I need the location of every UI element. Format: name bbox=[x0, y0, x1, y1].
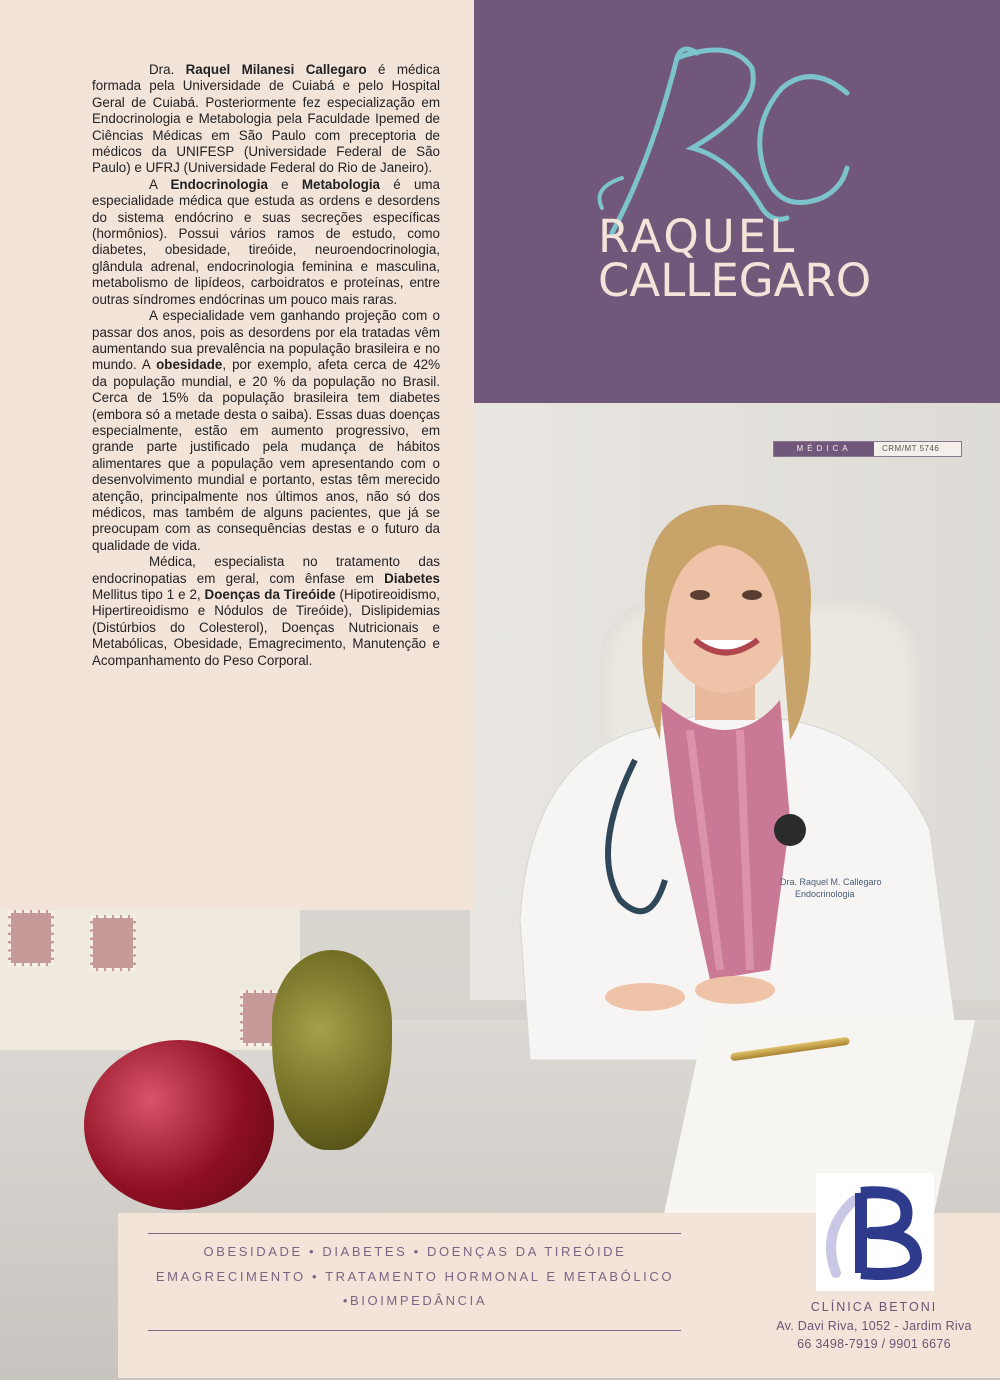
paragraph-intro: Dra. Raquel Milanesi Callegaro é médica formada pela Universidade de Cuiabá e pelo Hospital Geral de Cuiabá. Posteriormente fez especialização em Endocrinologia e Metabologia pela Faculdade Ipemed de Ciências Médicas em São Paulo com preceptoria de médicos da UNIFESP (Universidade Federal de São Paulo) e UFRJ (Universidade Federal do Rio de Janeiro). bbox=[92, 62, 440, 176]
clinic-betoni-logo bbox=[816, 1173, 934, 1291]
specialty-line-2: EMAGRECIMENTO • TRATAMENTO HORMONAL E METABÓLICO bbox=[155, 1269, 675, 1284]
footer-panel bbox=[118, 1213, 1000, 1378]
postage-stamp bbox=[8, 910, 54, 966]
decorative-apple bbox=[84, 1040, 274, 1210]
clinic-phone: 66 3498-7919 / 9901 6676 bbox=[797, 1337, 951, 1351]
brand-first-name: RAQUEL bbox=[598, 210, 798, 263]
divider-bottom bbox=[148, 1330, 681, 1331]
paragraph-specialty: A Endocrinologia e Metabologia é uma especialidade médica que estuda as ordens e desordens do sistema endócrino e suas secreções específicas (hormônios). Possui vários ramos de estudo, como diabetes, obesidade, tireóide, neuroendocrinologia, glândula adrenal, endocrinologia feminina e masculina, metabolismo de lipídeos, carboidratos e proteínas, entre outras síndromes endócrinas um pouco mais raras. bbox=[92, 176, 440, 307]
divider-top bbox=[148, 1233, 681, 1234]
rc-monogram-logo bbox=[582, 38, 882, 238]
stamp-box bbox=[0, 900, 300, 1050]
brand-name bbox=[598, 210, 872, 307]
paragraph-prevalence: A especialidade vem ganhando projeção com o passar dos anos, pois as desordens por ela tratadas vêm aumentando sua prevalência na população brasileira e no mundo. A obesidade, por exemplo, afeta cerca de 42% da população mundial, e 20 % da população no Brasil. Cerca de 15% da população brasileira tem diabetes (embora só a metade desta o saiba). Essas duas doenças especialmente, estão em aumento progressivo, em grande parte justificado pela mudança de hábitos alimentares que a população vem apresentando com o desenvolvimento mundial e portanto, estas têm merecido atenção, principalmente nos últimos anos, não só dos médicos, mas também de alguns pacientes, que já se preocupam com as consequências destas e o futuro da qualidade de vida. bbox=[92, 308, 440, 553]
specialty-line-3: •BIOIMPEDÂNCIA bbox=[342, 1293, 488, 1308]
article-body bbox=[92, 62, 440, 669]
coat-specialty-text: Endocrinologia bbox=[795, 889, 855, 899]
credential-bar bbox=[773, 441, 962, 457]
specialty-line-1: OBESIDADE • DIABETES • DOENÇAS DA TIREÓIDE bbox=[203, 1244, 627, 1259]
crm-number: CRM/MT 5746 bbox=[882, 444, 940, 453]
brand-panel bbox=[474, 0, 1000, 403]
postage-stamp bbox=[90, 915, 136, 971]
coat-name-text: Dra. Raquel M. Callegaro bbox=[780, 877, 882, 887]
decorative-pear bbox=[272, 950, 392, 1150]
doctor-name: Raquel Milanesi Callegaro bbox=[185, 62, 367, 77]
brand-last-name: CALLEGARO bbox=[598, 254, 872, 307]
text-panel bbox=[0, 0, 474, 910]
clinic-address: Av. Davi Riva, 1052 - Jardim Riva bbox=[776, 1319, 972, 1333]
clinic-name: CLÍNICA BETONI bbox=[810, 1300, 938, 1314]
credential-label: MÉDICA bbox=[774, 442, 874, 456]
paragraph-treatments: Médica, especialista no tratamento das endocrinopatias em geral, com ênfase em Diabetes Mellitus tipo 1 e 2, Doenças da Tireóide (Hipotireoidismo, Hipertireoidismo e Nódulos de Tireóide), Dislipidemias (Distúrbios do Colesterol), Doenças Nutricionais e Metabólicas, Obesidade, Emagrecimento, Manutenção e Acompanhamento do Peso Corporal. bbox=[92, 554, 441, 668]
doctor-figure bbox=[490, 500, 970, 1060]
